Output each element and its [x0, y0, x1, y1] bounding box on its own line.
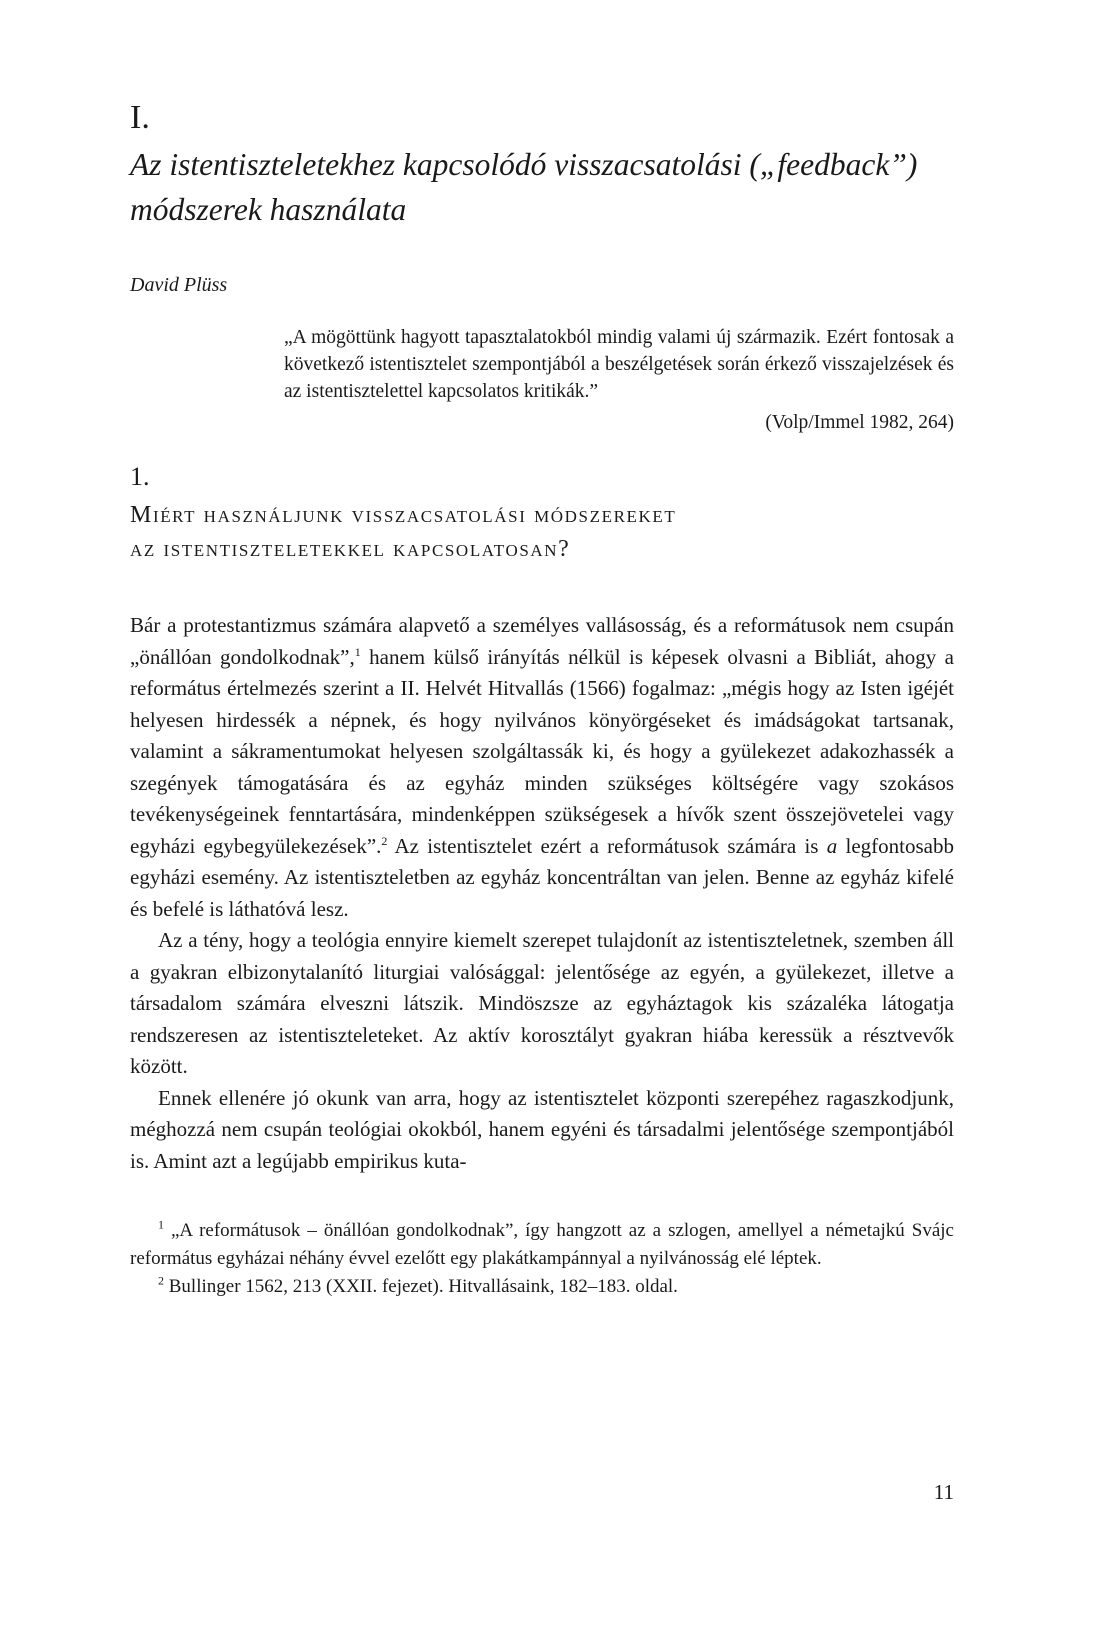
body-text [130, 610, 954, 1177]
paragraph-1-part-d: legfontosabb egyházi esemény. Az istentiszteletben az egyház koncentráltan van jelen. Benne az egyház kifelé és befelé is láthatóvá lesz. [130, 833, 954, 921]
footnote-2 [130, 1273, 954, 1301]
epigraph-source: (Volp/Immel 1982, 264) [765, 412, 954, 433]
chapter-title-line-1: Az istentiszteletekhez kapcsolódó visszacsatolási („feedback”) [130, 147, 918, 182]
chapter-title [130, 142, 954, 232]
footnote-1 [130, 1217, 954, 1273]
section-title [130, 498, 954, 566]
paragraph-1-part-b: hanem külső irányítás nélkül is képesek olvasni a Bibliát, ahogy a református értelmezés szerint a II. Helvét Hitvallás (1566) fogalmaz: „mégis hogy az Isten igéjét helyesen hirdessék a népnek, és hogy nyilvános könyörgéseket és imádságokat tartsanak, valamint a sákramentumokat helyesen szolgáltassák ki, és hogy a gyülekezet adakozhassék a szegények támogatására és az egyház minden szükséges költségére vagy szokásos tevékenységeinek fenntartására, mindenképpen szükségesek a hívők szent összejövetelei vagy egyházi egybegyülekezések”. [130, 644, 954, 858]
footnote-text-1: „A reformátusok – önállóan gondolkodnak”, így hangzott az a szlogen, amellyel a németajkú Svájc református egyházai néhány évvel ezelőtt egy plakátkampánnyal a nyilvánosság elé léptek. [130, 1220, 954, 1269]
epigraph-text: „A mögöttünk hagyott tapasztalatokból mindig valami új származik. Ezért fontosak a következő istentisztelet szempontjából a beszélgetések során érkező visszajelzések és az istentisztelettel kapcsolatos kritikák.” [284, 327, 954, 402]
section-title-line-2: az istentiszteletekkel kapcsolatosan? [130, 536, 571, 562]
page-number: 11 [933, 1480, 954, 1504]
footnote-ref-1[interactable]: 1 [354, 644, 361, 659]
paragraph-1 [130, 610, 954, 925]
paragraph-3: Ennek ellenére jó okunk van arra, hogy az istentisztelet központi szerepéhez ragaszkodjunk, méghozzá nem csupán teológiai okokból, hanem egyéni és társadalmi jelentősége szempontjából is. Amint azt a legújabb empirikus kuta- [130, 1085, 954, 1173]
footnote-ref-2[interactable]: 2 [381, 833, 388, 848]
footnote-text-2: Bullinger 1562, 213 (XXII. fejezet). Hitvallásaink, 182–183. oldal. [164, 1276, 678, 1297]
chapter-title-line-2: módszerek használata [130, 192, 407, 227]
footnotes [130, 1217, 954, 1301]
epigraph [284, 324, 954, 436]
chapter-number: I. [130, 99, 150, 136]
author-name: David Plüss [130, 274, 228, 296]
footnote-marker-1: 1 [158, 1217, 164, 1232]
section-title-line-1: Miért használjunk visszacsatolási módszereket [130, 502, 677, 528]
section-number: 1. [130, 462, 150, 491]
paragraph-1-part-c: Az istentisztelet ezért a reformátusok számára is [387, 833, 827, 858]
footnote-marker-2: 2 [158, 1273, 164, 1288]
paragraph-1-emphasis: a [826, 833, 838, 858]
paragraph-2: Az a tény, hogy a teológia ennyire kiemelt szerepet tulajdonít az istentiszteletnek, szemben áll a gyakran elbizonytalanító liturgiai valósággal: jelentősége az egyén, a gyülekezet, illetve a társadalom számára elveszni látszik. Mindöszsze az egyháztagok kis százaléka látogatja rendszeresen az istentiszteleteket. Az aktív korosztályt gyakran hiába keressük a résztvevők között. [130, 928, 954, 1078]
paragraph-1-part-a: Bár a protestantizmus számára alapvető a személyes vallásosság, és a reformátusok nem csupán „önállóan gondolkodnak”, [130, 613, 954, 669]
